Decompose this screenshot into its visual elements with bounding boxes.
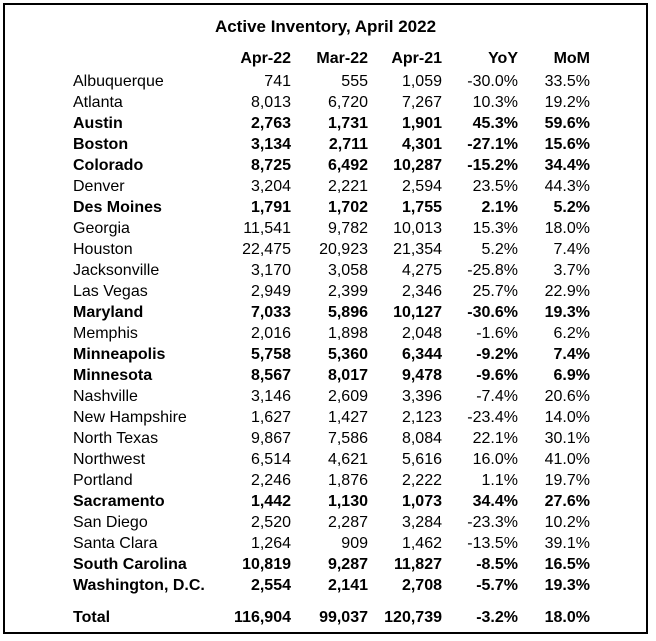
cell-name: Washington, D.C. bbox=[73, 577, 205, 594]
cell-apr22: 11,541 bbox=[243, 220, 291, 237]
cell-mom: 59.6% bbox=[544, 115, 590, 132]
table-row bbox=[69, 302, 590, 323]
inventory-table bbox=[69, 47, 590, 628]
table-row bbox=[69, 449, 590, 470]
cell-apr22: 3,204 bbox=[250, 178, 291, 195]
cell-name: Maryland bbox=[73, 304, 144, 321]
header-yoy: YoY bbox=[488, 50, 518, 67]
cell-apr21: 1,462 bbox=[401, 535, 442, 552]
table-row bbox=[69, 155, 590, 176]
cell-name: Memphis bbox=[73, 325, 138, 342]
cell-apr21: 10,013 bbox=[393, 220, 442, 237]
table-row bbox=[69, 386, 590, 407]
cell-name: Nashville bbox=[73, 388, 138, 405]
cell-name: Houston bbox=[73, 241, 133, 258]
cell-apr21: 2,048 bbox=[401, 325, 442, 342]
cell-mar22: 4,621 bbox=[327, 451, 368, 468]
table-title: Active Inventory, April 2022 bbox=[214, 17, 437, 36]
cell-yoy: -5.7% bbox=[476, 577, 518, 594]
cell-apr22: 1,264 bbox=[250, 535, 291, 552]
cell-apr22: 2,520 bbox=[250, 514, 291, 531]
cell-apr21: 4,301 bbox=[401, 136, 442, 153]
table-row bbox=[69, 239, 590, 260]
header-mar22: Mar-22 bbox=[316, 50, 368, 67]
cell-apr21: 10,287 bbox=[393, 157, 442, 174]
cell-mom: 7.4% bbox=[553, 241, 590, 258]
cell-apr22: 741 bbox=[264, 73, 291, 90]
cell-mar22: 1,702 bbox=[327, 199, 368, 216]
cell-mar22: 2,399 bbox=[327, 283, 368, 300]
cell-mom: 27.6% bbox=[544, 493, 590, 510]
cell-apr21: 2,708 bbox=[401, 577, 442, 594]
cell-yoy: -30.6% bbox=[467, 304, 518, 321]
cell-mom: 6.2% bbox=[553, 325, 590, 342]
cell-apr22: 2,763 bbox=[250, 115, 291, 132]
cell-mar22: 20,923 bbox=[319, 241, 368, 258]
table-row bbox=[69, 218, 590, 239]
cell-apr22: 2,016 bbox=[250, 325, 291, 342]
cell-apr22: 3,146 bbox=[250, 388, 291, 405]
cell-yoy: 16.0% bbox=[472, 451, 518, 468]
cell-yoy: 25.7% bbox=[472, 283, 518, 300]
table-row bbox=[69, 491, 590, 512]
cell-apr21: 8,084 bbox=[401, 430, 442, 447]
cell-mar22: 9,287 bbox=[327, 556, 368, 573]
total-apr21: 120,739 bbox=[384, 609, 442, 626]
cell-mar22: 2,711 bbox=[328, 136, 368, 153]
cell-yoy: 23.5% bbox=[472, 178, 518, 195]
cell-name: New Hampshire bbox=[73, 409, 187, 426]
cell-yoy: -7.4% bbox=[476, 388, 518, 405]
cell-apr22: 8,567 bbox=[250, 367, 291, 384]
cell-yoy: -15.2% bbox=[467, 157, 518, 174]
cell-mar22: 6,492 bbox=[327, 157, 368, 174]
cell-apr21: 2,222 bbox=[401, 472, 442, 489]
table-row bbox=[69, 344, 590, 365]
table-row bbox=[69, 71, 590, 92]
header-mom: MoM bbox=[553, 50, 590, 67]
cell-apr22: 5,758 bbox=[250, 346, 291, 363]
cell-yoy: 10.3% bbox=[472, 94, 518, 111]
cell-mar22: 5,360 bbox=[327, 346, 368, 363]
header-apr22: Apr-22 bbox=[240, 50, 291, 67]
table-row bbox=[69, 533, 590, 554]
cell-apr21: 9,478 bbox=[401, 367, 442, 384]
cell-apr21: 1,755 bbox=[401, 199, 442, 216]
cell-mar22: 1,130 bbox=[327, 493, 368, 510]
cell-yoy: 2.1% bbox=[481, 199, 518, 216]
cell-mar22: 5,896 bbox=[327, 304, 368, 321]
cell-apr21: 21,354 bbox=[393, 241, 442, 258]
cell-name: Colorado bbox=[73, 157, 144, 174]
cell-mar22: 6,720 bbox=[327, 94, 368, 111]
cell-apr21: 7,267 bbox=[401, 94, 442, 111]
cell-apr21: 5,616 bbox=[401, 451, 442, 468]
cell-mom: 20.6% bbox=[544, 388, 590, 405]
cell-apr21: 2,123 bbox=[401, 409, 442, 426]
cell-mar22: 1,876 bbox=[327, 472, 368, 489]
table-row bbox=[69, 197, 590, 218]
cell-mom: 5.2% bbox=[553, 199, 590, 216]
cell-apr21: 6,344 bbox=[401, 346, 442, 363]
table-row bbox=[69, 554, 590, 575]
cell-name: Des Moines bbox=[73, 199, 162, 216]
cell-yoy: 22.1% bbox=[472, 430, 518, 447]
cell-mom: 33.5% bbox=[544, 73, 590, 90]
cell-yoy: -1.6% bbox=[476, 325, 518, 342]
table-row bbox=[69, 575, 590, 596]
cell-mar22: 2,221 bbox=[327, 178, 368, 195]
cell-mar22: 2,609 bbox=[327, 388, 368, 405]
cell-name: Sacramento bbox=[73, 493, 165, 510]
cell-yoy: 1.1% bbox=[481, 472, 518, 489]
table-row bbox=[69, 260, 590, 281]
cell-apr22: 2,554 bbox=[250, 577, 291, 594]
cell-apr21: 1,059 bbox=[401, 73, 442, 90]
cell-name: Minneapolis bbox=[73, 346, 166, 363]
cell-name: Portland bbox=[73, 472, 133, 489]
spacer-row bbox=[69, 596, 590, 607]
total-name: Total bbox=[73, 609, 111, 626]
cell-apr22: 2,949 bbox=[250, 283, 291, 300]
cell-mar22: 2,141 bbox=[327, 577, 368, 594]
header-row bbox=[69, 47, 590, 71]
table-row bbox=[69, 512, 590, 533]
cell-yoy: -13.5% bbox=[467, 535, 518, 552]
total-row bbox=[69, 607, 590, 628]
cell-mar22: 8,017 bbox=[327, 367, 368, 384]
cell-yoy: -30.0% bbox=[467, 73, 518, 90]
cell-apr22: 22,475 bbox=[242, 241, 291, 258]
cell-apr22: 8,013 bbox=[250, 94, 291, 111]
cell-apr22: 8,725 bbox=[250, 157, 291, 174]
cell-name: Austin bbox=[73, 115, 123, 132]
table-row bbox=[69, 113, 590, 134]
cell-name: Georgia bbox=[73, 220, 130, 237]
cell-apr22: 7,033 bbox=[250, 304, 291, 321]
cell-mom: 19.2% bbox=[544, 94, 590, 111]
cell-yoy: 5.2% bbox=[481, 241, 518, 258]
cell-apr21: 3,284 bbox=[401, 514, 442, 531]
table-row bbox=[69, 428, 590, 449]
cell-mom: 34.4% bbox=[544, 157, 590, 174]
cell-mom: 44.3% bbox=[544, 178, 590, 195]
cell-name: Albuquerque bbox=[73, 73, 164, 90]
cell-mom: 18.0% bbox=[544, 220, 590, 237]
cell-name: Northwest bbox=[73, 451, 146, 468]
cell-mom: 39.1% bbox=[544, 535, 590, 552]
cell-apr22: 1,791 bbox=[250, 199, 291, 216]
cell-mom: 3.7% bbox=[553, 262, 590, 279]
cell-yoy: 15.3% bbox=[472, 220, 518, 237]
cell-mar22: 2,287 bbox=[327, 514, 368, 531]
cell-yoy: -25.8% bbox=[467, 262, 518, 279]
cell-name: Santa Clara bbox=[73, 535, 158, 552]
total-apr22: 116,904 bbox=[234, 609, 291, 626]
cell-mar22: 1,427 bbox=[327, 409, 368, 426]
cell-mom: 15.6% bbox=[544, 136, 590, 153]
cell-mom: 10.2% bbox=[544, 514, 590, 531]
cell-apr22: 9,867 bbox=[250, 430, 291, 447]
cell-apr22: 3,170 bbox=[250, 262, 291, 279]
cell-apr21: 2,346 bbox=[401, 283, 442, 300]
cell-name: South Carolina bbox=[73, 556, 187, 573]
cell-apr21: 10,127 bbox=[393, 304, 442, 321]
cell-name: Atlanta bbox=[73, 94, 123, 111]
table-row bbox=[69, 407, 590, 428]
cell-mom: 19.3% bbox=[544, 304, 590, 321]
cell-mom: 14.0% bbox=[544, 409, 590, 426]
cell-mom: 30.1% bbox=[544, 430, 590, 447]
cell-name: Boston bbox=[73, 136, 129, 153]
cell-yoy: -9.6% bbox=[476, 367, 518, 384]
cell-apr22: 1,627 bbox=[250, 409, 291, 426]
cell-mom: 19.3% bbox=[544, 577, 590, 594]
cell-apr22: 3,134 bbox=[250, 136, 291, 153]
cell-name: Denver bbox=[73, 178, 125, 195]
total-yoy: -3.2% bbox=[476, 609, 518, 626]
cell-apr22: 10,819 bbox=[242, 556, 291, 573]
cell-mar22: 3,058 bbox=[327, 262, 368, 279]
header-apr21: Apr-21 bbox=[391, 50, 442, 67]
cell-apr22: 1,442 bbox=[250, 493, 291, 510]
cell-apr22: 2,246 bbox=[250, 472, 291, 489]
cell-apr21: 2,594 bbox=[401, 178, 442, 195]
cell-yoy: 34.4% bbox=[472, 493, 518, 510]
cell-yoy: -23.4% bbox=[467, 409, 518, 426]
cell-name: Minnesota bbox=[73, 367, 153, 384]
cell-name: Jacksonville bbox=[73, 262, 160, 279]
cell-apr21: 1,901 bbox=[401, 115, 442, 132]
cell-yoy: 45.3% bbox=[472, 115, 518, 132]
cell-name: Las Vegas bbox=[73, 283, 148, 300]
cell-yoy: -27.1% bbox=[467, 136, 518, 153]
cell-mar22: 1,731 bbox=[327, 115, 368, 132]
cell-mom: 19.7% bbox=[544, 472, 590, 489]
total-mar22: 99,037 bbox=[319, 609, 368, 626]
cell-mom: 7.4% bbox=[553, 346, 590, 363]
total-mom: 18.0% bbox=[544, 609, 590, 626]
table-row bbox=[69, 323, 590, 344]
cell-apr21: 11,827 bbox=[393, 556, 442, 573]
cell-mom: 16.5% bbox=[544, 556, 590, 573]
cell-mar22: 909 bbox=[341, 535, 368, 552]
cell-name: San Diego bbox=[73, 514, 148, 531]
header-name bbox=[69, 47, 213, 71]
cell-apr21: 1,073 bbox=[401, 493, 442, 510]
cell-mom: 41.0% bbox=[544, 451, 590, 468]
cell-apr21: 4,275 bbox=[401, 262, 442, 279]
cell-mom: 6.9% bbox=[553, 367, 590, 384]
cell-mar22: 1,898 bbox=[327, 325, 368, 342]
table-row bbox=[69, 281, 590, 302]
cell-name: North Texas bbox=[73, 430, 159, 447]
table-row bbox=[69, 92, 590, 113]
cell-yoy: -9.2% bbox=[476, 346, 518, 363]
cell-yoy: -8.5% bbox=[476, 556, 518, 573]
cell-mom: 22.9% bbox=[544, 283, 590, 300]
cell-apr22: 6,514 bbox=[250, 451, 291, 468]
table-frame bbox=[3, 3, 648, 634]
cell-yoy: -23.3% bbox=[467, 514, 518, 531]
cell-mar22: 555 bbox=[341, 73, 368, 90]
cell-apr21: 3,396 bbox=[401, 388, 442, 405]
table-row bbox=[69, 134, 590, 155]
table-row bbox=[69, 365, 590, 386]
table-row bbox=[69, 470, 590, 491]
cell-mar22: 7,586 bbox=[327, 430, 368, 447]
table-row bbox=[69, 176, 590, 197]
cell-mar22: 9,782 bbox=[327, 220, 368, 237]
